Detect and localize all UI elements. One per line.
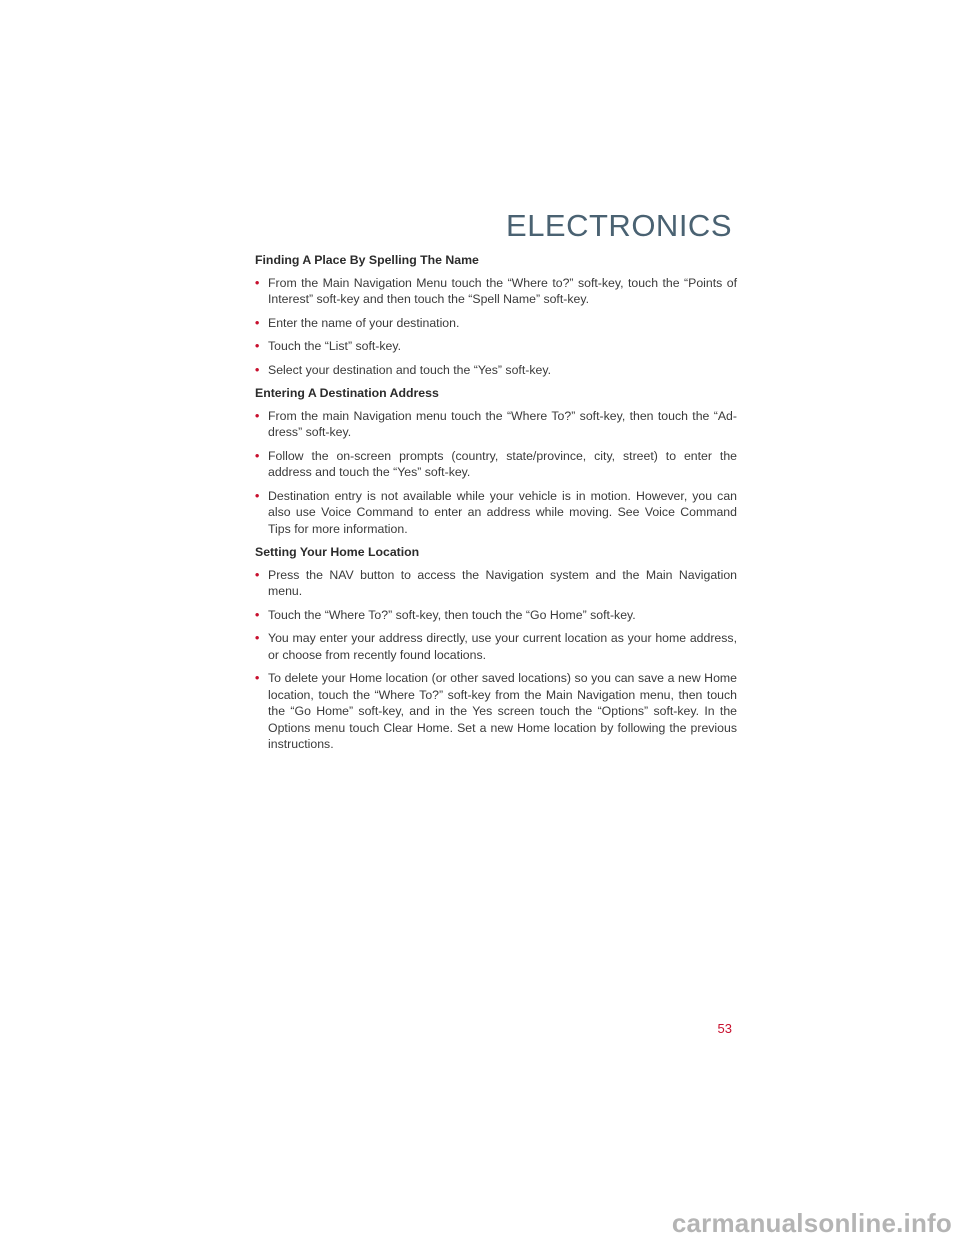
list-item: [255, 408, 737, 441]
list-item-text: Select your destination and touch the “Yes” soft-key.: [268, 362, 551, 377]
bullet-list: [255, 275, 737, 379]
list-item-text: Touch the “List” soft-key.: [268, 339, 402, 353]
page-content: [255, 252, 737, 760]
list-item: [255, 315, 737, 332]
list-item: [255, 670, 737, 753]
list-item: [255, 338, 737, 355]
list-item-text: From the Main Navigation Menu touch the “Where to?” soft-key, touch the “Points of Interest” soft-key and then touch the “Spell Name” soft-key.: [268, 275, 737, 306]
bullet-icon: •: [255, 607, 260, 622]
list-item-text: Press the NAV button to access the Navigation system and the Main Navigation menu.: [268, 567, 737, 598]
list-item: [255, 275, 737, 308]
list-item: [255, 362, 737, 379]
section-heading: Finding A Place By Spelling The Name: [255, 253, 479, 267]
bullet-icon: •: [255, 631, 260, 645]
section-heading: Setting Your Home Location: [255, 545, 420, 559]
list-item: [255, 488, 737, 538]
list-item-text: To delete your Home location (or other saved locations) so you can save a new Home location, touch the “Where To?” soft-key from the Main Navigation menu, then touch the “Go Home” soft-key, and in the Yes screen touch the “Options” soft-key. In the Options menu touch Clear Home. Set a new Home location by following the previous instructions.: [268, 671, 737, 751]
section-heading: Entering A Destination Address: [255, 386, 439, 400]
list-item: [255, 567, 737, 600]
page-number: 53: [717, 1021, 732, 1036]
bullet-icon: •: [255, 567, 260, 582]
list-item-text: Destination entry is not available while your vehicle is in motion. However, you can also use Voice Command to enter an address while moving. See Voice Command Tips for more information.: [268, 488, 737, 536]
list-item-text: From the main Navigation menu touch the “Where To?” soft-key, then touch the “Ad-dress” soft-key.: [268, 408, 737, 439]
bullet-icon: •: [255, 315, 260, 330]
bullet-list: [255, 567, 737, 753]
list-item: [255, 630, 737, 663]
bullet-icon: •: [255, 339, 260, 353]
list-item: [255, 448, 737, 481]
bullet-icon: •: [255, 408, 260, 423]
bullet-icon: •: [255, 275, 260, 290]
section-title: ELECTRONICS: [506, 208, 732, 243]
list-item: [255, 607, 737, 624]
bullet-list: [255, 408, 737, 538]
list-item-text: Follow the on-screen prompts (country, state/province, city, street) to enter the address and touch the “Yes” soft-key.: [268, 448, 737, 479]
list-item-text: Enter the name of your destination.: [268, 315, 460, 330]
list-item-text: You may enter your address directly, use your current location as your home address, or choose from recently found locations.: [268, 631, 737, 662]
bullet-icon: •: [255, 448, 260, 463]
list-item-text: Touch the “Where To?” soft-key, then touch the “Go Home” soft-key.: [268, 607, 636, 622]
watermark: carmanualsonline.info: [671, 1208, 952, 1238]
bullet-icon: •: [255, 671, 260, 685]
bullet-icon: •: [255, 362, 260, 377]
bullet-icon: •: [255, 488, 260, 503]
